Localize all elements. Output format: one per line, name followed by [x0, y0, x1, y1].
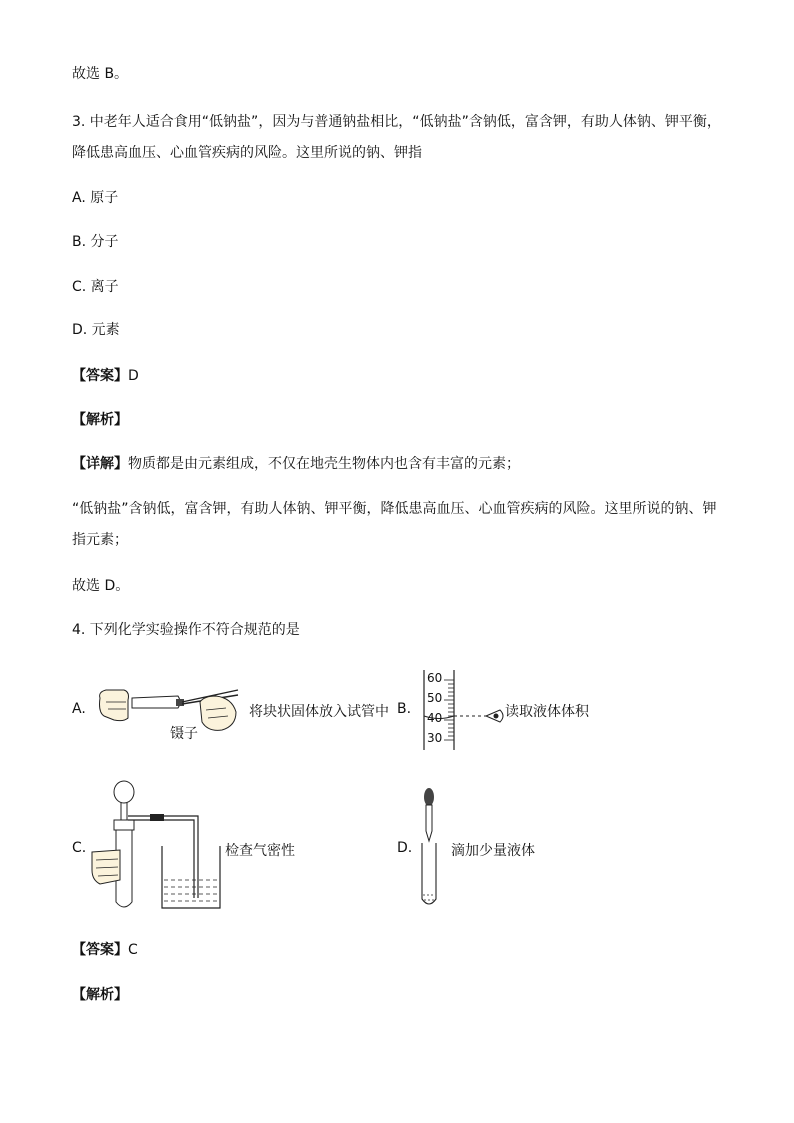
q3-option-a: A. 原子 — [72, 190, 119, 206]
figC-letter: C. — [72, 840, 87, 856]
q4-answer-row — [72, 940, 138, 960]
scale-label-40: 40 — [427, 711, 443, 725]
q3-conclusion: 故选 D。 — [72, 578, 130, 594]
scale-label-60: 60 — [427, 671, 443, 685]
figD-caption: 滴加少量液体 — [451, 843, 535, 859]
prev-conclusion: 故选 B。 — [72, 66, 129, 82]
figD-letter: D. — [397, 840, 413, 856]
q3-option-b: B. 分子 — [72, 234, 119, 250]
q3-analysis-tag: 【解析】 — [72, 412, 128, 428]
detail-tag: 【详解】 — [72, 456, 128, 472]
dropper-testtube-figure — [414, 787, 444, 909]
answer-value: D — [128, 368, 139, 384]
answer-tag: 【答案】 — [72, 942, 128, 958]
scale-label-50: 50 — [427, 691, 443, 705]
figA-caption: 将块状固体放入试管中 — [249, 704, 389, 720]
answer-tag: 【答案】 — [72, 368, 128, 384]
figB-caption: 读取液体体积 — [505, 704, 589, 720]
q3-explain-line2: 指元素； — [72, 532, 128, 548]
q3-explain-line1: “低钠盐”含钠低，富含钾，有助人体钠、钾平衡，降低患高血压、心血管疾病的风险。这里所说的钠、钾 — [72, 501, 717, 517]
q3-option-d: D. 元素 — [72, 322, 120, 338]
q3-option-c: C. 离子 — [72, 279, 119, 295]
scale-label-30: 30 — [427, 731, 443, 745]
figC-caption: 检查气密性 — [225, 843, 295, 859]
q4-stem: 4. 下列化学实验操作不符合规范的是 — [72, 622, 300, 638]
q3-detail-row — [72, 454, 520, 474]
airtightness-apparatus-figure — [90, 780, 225, 912]
q3-stem-line2: 降低患高血压、心血管疾病的风险。这里所说的钠、钾指 — [72, 145, 422, 161]
q4-analysis-tag: 【解析】 — [72, 987, 128, 1003]
q3-answer-row — [72, 366, 139, 386]
figA-sublabel: 镊子 — [170, 726, 198, 742]
detail-text: 物质都是由元素组成，不仅在地壳生物体内也含有丰富的元素； — [128, 456, 520, 472]
figB-letter: B. — [397, 701, 412, 717]
figA-letter: A. — [72, 701, 86, 717]
answer-value: C — [128, 942, 138, 958]
q3-stem-line1: 3. 中老年人适合食用“低钠盐”，因为与普通钠盐相比，“低钠盐”含钠低，富含钾，有助人体钠、钾平衡， — [72, 114, 721, 130]
